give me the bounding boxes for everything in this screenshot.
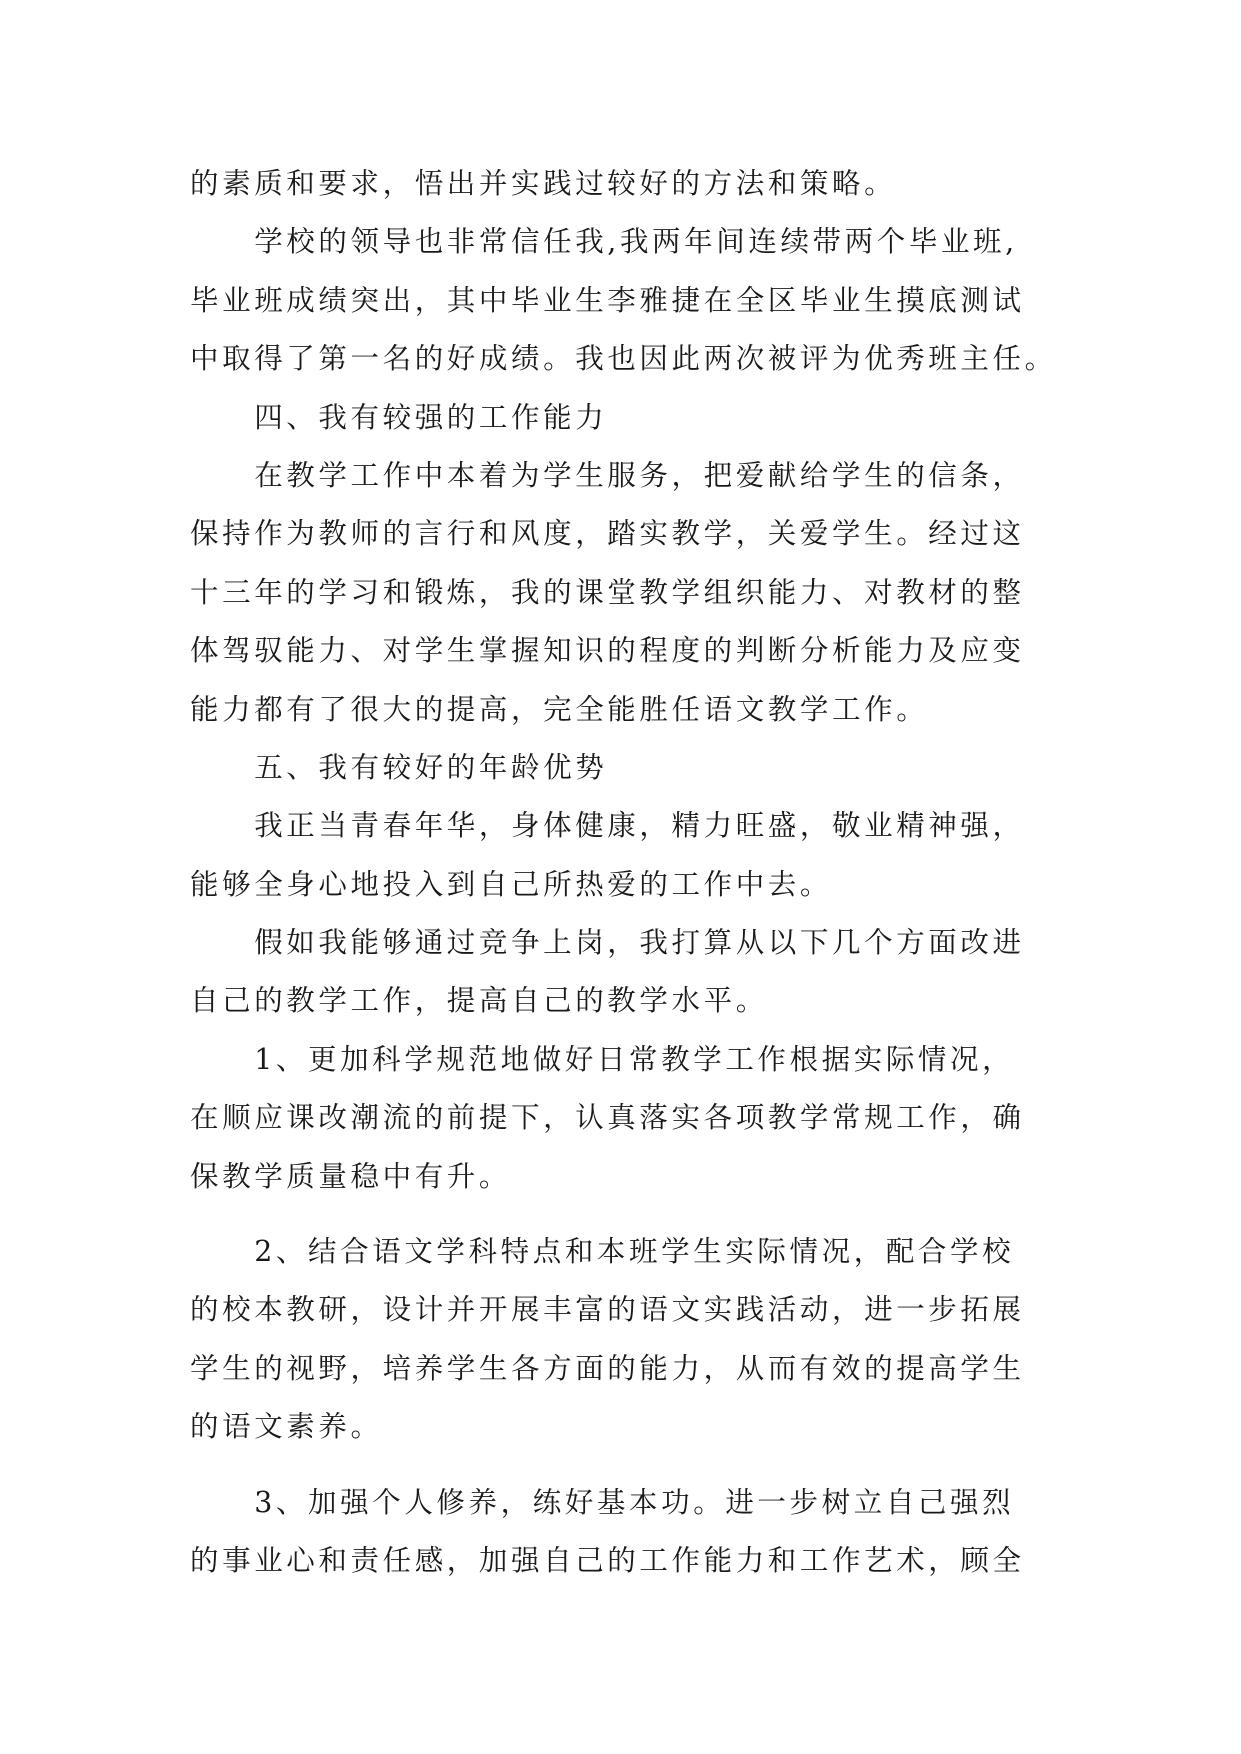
- text-line: 的事业心和责任感，加强自己的工作能力和工作艺术，顾全: [190, 1543, 1025, 1577]
- text-line: 1、更加科学规范地做好日常教学工作根据实际情况，: [190, 1042, 1015, 1076]
- text-line: 学校的领导也非常信任我,我两年间连续带两个毕业班,: [190, 225, 1018, 259]
- text-line: 假如我能够通过竞争上岗，我打算从以下几个方面改进: [190, 926, 1025, 960]
- text-line: 在教学工作中本着为学生服务，把爱献给学生的信条，: [190, 458, 1025, 492]
- text-line: 在顺应课改潮流的前提下，认真落实各项教学常规工作，确: [190, 1101, 1025, 1135]
- section-heading: 四、我有较强的工作能力: [190, 400, 608, 434]
- text-line: 毕业班成绩突出，其中毕业生李雅捷在全区毕业生摸底测试: [190, 283, 1025, 317]
- text-line: 学生的视野，培养学生各方面的能力，从而有效的提高学生: [190, 1351, 1025, 1385]
- text-line: 2、结合语文学科特点和本班学生实际情况，配合学校: [190, 1235, 1015, 1269]
- text-line: 的素质和要求，悟出并实践过较好的方法和策略。: [190, 167, 897, 200]
- text-line: 3、加强个人修养，练好基本功。进一步树立自己强烈: [190, 1485, 1015, 1519]
- text-line: 的校本教研，设计并开展丰富的语文实践活动，进一步拓展: [190, 1293, 1025, 1327]
- paragraph-gap: [190, 1457, 1050, 1474]
- text-line: 自己的教学工作，提高自己的教学水平。: [190, 984, 768, 1018]
- text-line: 保教学质量稳中有升。: [190, 1159, 512, 1193]
- text-line: 能够全身心地投入到自己所热爱的工作中去。: [190, 867, 833, 901]
- text-line: 体驾驭能力、对学生掌握知识的程度的判断分析能力及应变: [190, 634, 1025, 668]
- text-line: 保持作为教师的言行和风度，踏实教学，关爱学生。经过这: [190, 517, 1025, 551]
- text-line: 十三年的学习和锻炼，我的课堂教学组织能力、对教材的整: [190, 575, 1025, 609]
- text-line: 中取得了第一名的好成绩。我也因此两次被评为优秀班主任。: [190, 342, 1057, 376]
- text-line: 的语文素养。: [190, 1410, 383, 1444]
- text-line: 能力都有了很大的提高，完全能胜任语文教学工作。: [190, 692, 929, 726]
- paragraph-gap: [190, 1206, 1050, 1223]
- text-line: 我正当青春年华，身体健康，精力旺盛，敬业精神强，: [190, 809, 1025, 843]
- section-heading: 五、我有较好的年龄优势: [190, 750, 608, 784]
- body-text: [190, 155, 1057, 1590]
